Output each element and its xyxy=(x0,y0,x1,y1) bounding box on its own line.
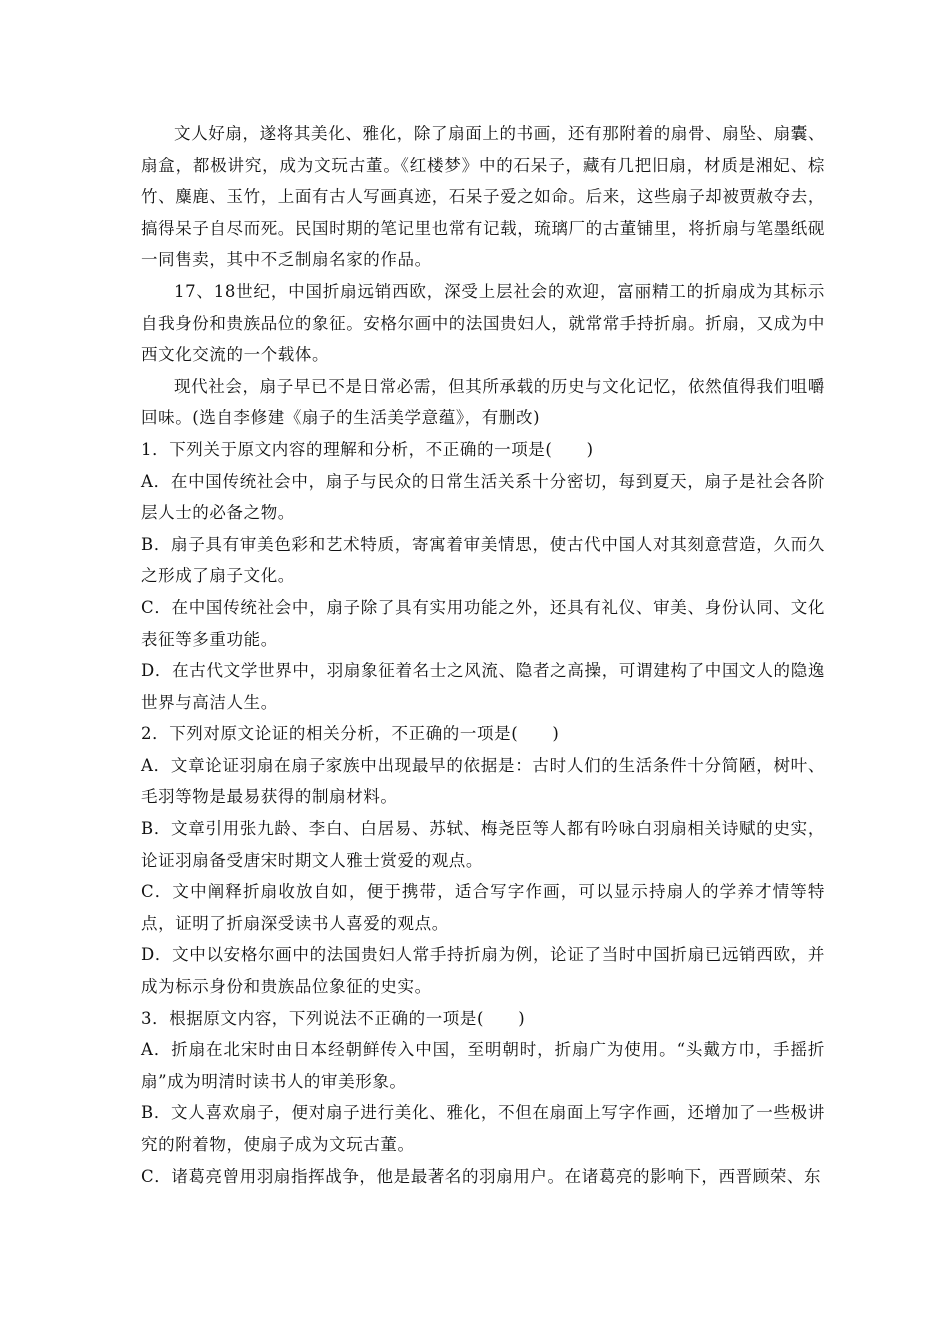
question-2 xyxy=(141,718,825,1002)
document-page xyxy=(141,118,825,1192)
answer-option-a: A．在中国传统社会中，扇子与民众的日常生活关系十分密切，每到夏天，扇子是社会各阶层人士的必备之物。 xyxy=(141,471,825,523)
answer-option-b: B．扇子具有审美色彩和艺术特质，寄寓着审美情思，使古代中国人对其刻意营造，久而久之形成了扇子文化。 xyxy=(141,534,825,586)
answer-option-a: A．折扇在北宋时由日本经朝鲜传入中国，至明朝时，折扇广为使用。“头戴方巾，手摇折扇”成为明清时读书人的审美形象。 xyxy=(141,1040,825,1091)
answer-option-a: A．文章论证羽扇在扇子家族中出现最早的依据是：古时人们的生活条件十分简陋，树叶、毛羽等物是最易获得的制扇材料。 xyxy=(141,755,825,807)
answer-option-c: C．诸葛亮曾用羽扇指挥战争，他是最著名的羽扇用户。在诸葛亮的影响下，西晋顾荣、东 xyxy=(141,1166,822,1186)
question-stem: 1．下列关于原文内容的理解和分析，不正确的一项是( ) xyxy=(141,439,594,459)
answer-option-d: D．文中以安格尔画中的法国贵妇人常手持折扇为例，论证了当时中国折扇已远销西欧，并成为标示身份和贵族品位象征的史实。 xyxy=(141,945,825,997)
question-stem: 3．根据原文内容，下列说法不正确的一项是( ) xyxy=(141,1008,526,1028)
question-3 xyxy=(141,1003,825,1193)
passage-paragraph: 17、18世纪，中国折扇远销西欧，深受上层社会的欢迎，富丽精工的折扇成为其标示自我身份和贵族品位的象征。安格尔画中的法国贵妇人，就常常手持折扇。折扇，又成为中西文化交流的一个载体。 xyxy=(141,281,825,365)
answer-option-d: D．在古代文学世界中，羽扇象征着名士之风流、隐者之高操，可谓建构了中国文人的隐逸世界与高洁人生。 xyxy=(141,661,825,712)
passage-paragraph: 文人好扇，遂将其美化、雅化，除了扇面上的书画，还有那附着的扇骨、扇坠、扇囊、扇盒，都极讲究，成为文玩古董。《红楼梦》中的石呆子，藏有几把旧扇，材质是湘妃、棕竹、麋鹿、玉竹，上面有古人写画真迹，石呆子爱之如命。后来，这些扇子却被贾赦夺去，搞得呆子自尽而死。民国时期的笔记里也常有记载，琉璃厂的古董铺里，将折扇与笔墨纸砚一同售卖，其中不乏制扇名家的作品。 xyxy=(141,124,825,270)
question-stem: 2．下列对原文论证的相关分析，不正确的一项是( ) xyxy=(141,724,560,744)
answer-option-c: C．在中国传统社会中，扇子除了具有实用功能之外，还具有礼仪、审美、身份认同、文化表征等多重功能。 xyxy=(141,597,825,649)
answer-option-c: C．文中阐释折扇收放自如，便于携带，适合写字作画，可以显示持扇人的学养才情等特点，证明了折扇深受读书人喜爱的观点。 xyxy=(141,882,825,933)
answer-option-b: B．文章引用张九龄、李白、白居易、苏轼、梅尧臣等人都有吟咏白羽扇相关诗赋的史实，论证羽扇备受唐宋时期文人雅士赏爱的观点。 xyxy=(141,819,825,870)
answer-option-b: B．文人喜欢扇子，便对扇子进行美化、雅化，不但在扇面上写字作画，还增加了一些极讲究的附着物，使扇子成为文玩古董。 xyxy=(141,1103,825,1154)
passage-paragraph: 现代社会，扇子早已不是日常必需，但其所承载的历史与文化记忆，依然值得我们咀嚼回味。(选自李修建《扇子的生活美学意蕴》，有删改) xyxy=(141,376,825,428)
question-1 xyxy=(141,434,825,718)
